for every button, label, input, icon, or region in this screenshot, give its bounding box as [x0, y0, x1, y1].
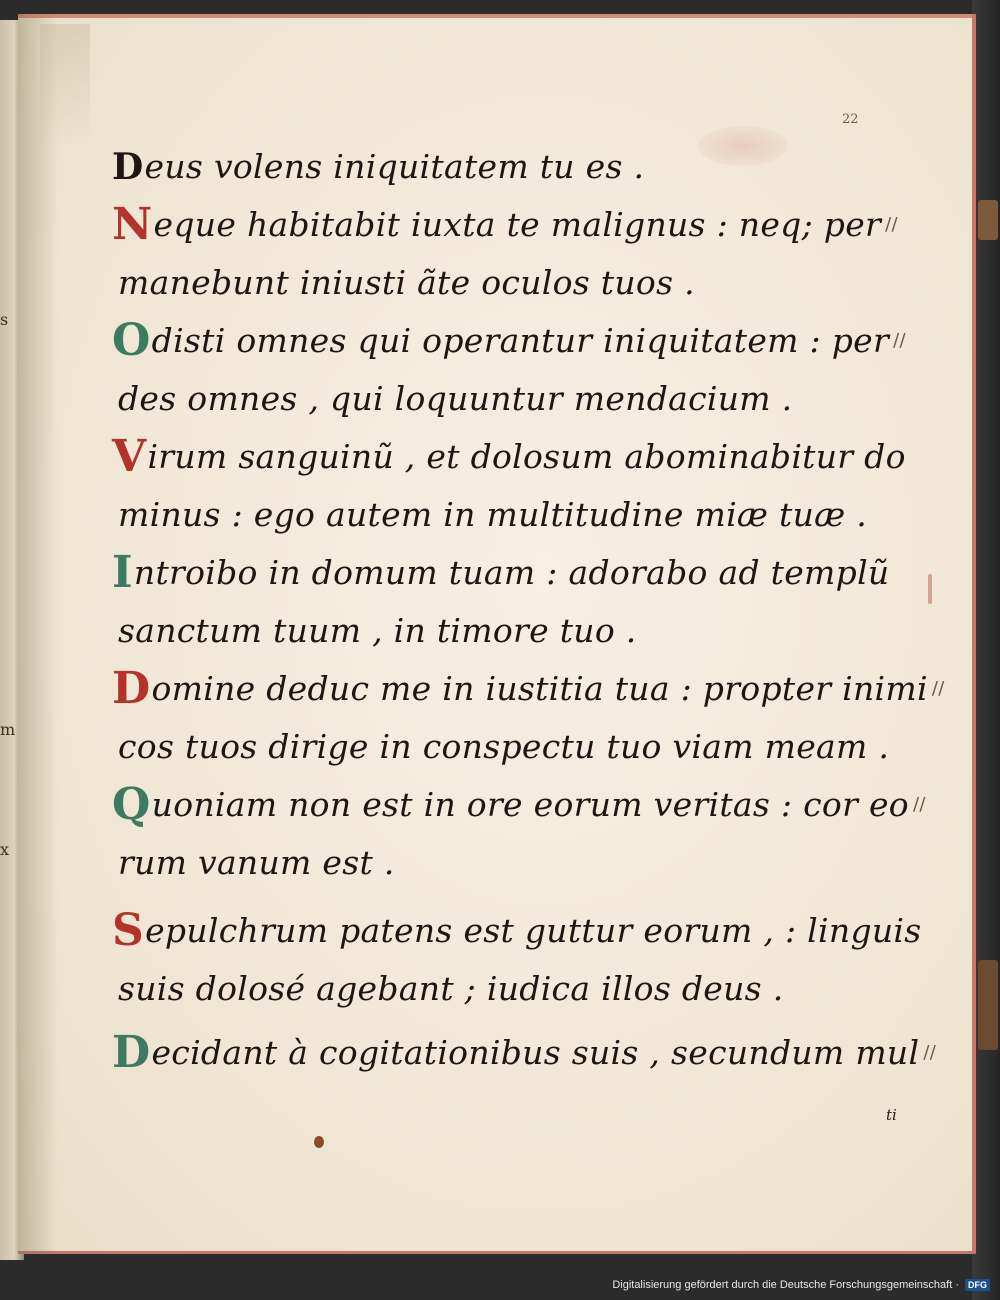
- hyphen-mark: //: [923, 1042, 937, 1063]
- hyphen-mark: //: [893, 330, 906, 351]
- line-text: ecidant à cogitationibus suis , secundum mul: [151, 1033, 920, 1072]
- initial-letter: S: [112, 905, 145, 956]
- page-leaf-edge: [978, 200, 998, 240]
- line-text: ntroibo in domum tuam : adorabo ad templũ: [133, 553, 890, 592]
- initial-letter: O: [112, 315, 151, 366]
- line-text: rum vanum est .: [118, 843, 395, 882]
- text-line: [116, 834, 926, 892]
- line-text: des omnes , qui loquuntur mendacium .: [118, 379, 793, 418]
- ink-spot: [314, 1136, 324, 1148]
- line-text: omine deduc me in iustitia tua : propter inimi: [151, 669, 928, 708]
- manuscript-page: [18, 14, 976, 1254]
- hyphen-mark: //: [912, 794, 926, 815]
- folio-number: 22: [842, 112, 859, 127]
- manuscript-text: [112, 138, 945, 1082]
- initial-letter: D: [112, 146, 144, 188]
- previous-page-fragment: x: [0, 840, 10, 859]
- line-text: manebunt iniusti ãte oculos tuos .: [118, 263, 695, 302]
- corner-fold: [40, 24, 90, 144]
- previous-page-fragment: s: [0, 310, 9, 329]
- line-text: eque habitabit iuxta te malignus : neq; per: [153, 205, 882, 244]
- next-page-edge: [972, 0, 1000, 1300]
- text-line: [116, 486, 926, 544]
- text-line: [112, 902, 926, 960]
- text-line: [116, 254, 926, 312]
- text-line: [112, 1024, 937, 1082]
- text-line: [112, 138, 926, 196]
- text-line: [116, 718, 926, 776]
- text-line: [116, 602, 926, 660]
- initial-letter: Q: [112, 779, 151, 830]
- text-line: [116, 370, 926, 428]
- credit-text: Digitalisierung gefördert durch die Deutsche Forschungsgemeinschaft ·: [612, 1279, 959, 1291]
- line-text: sanctum tuum , in timore tuo .: [118, 611, 637, 650]
- line-text: uoniam non est in ore eorum veritas : cor eo: [151, 785, 909, 824]
- hyphen-mark: //: [885, 214, 898, 235]
- margin-mark: [928, 574, 932, 604]
- text-line: [112, 544, 926, 602]
- text-line: [112, 428, 926, 486]
- text-line: [112, 196, 926, 254]
- hyphen-mark: //: [931, 678, 945, 699]
- text-line: [112, 312, 926, 370]
- text-line: [112, 776, 926, 834]
- previous-page-fragment: m: [0, 720, 16, 739]
- line-text: irum sanguinũ , et dolosum abominabitur do: [147, 437, 906, 476]
- catchword: ti: [886, 1106, 897, 1124]
- line-text: disti omnes qui operantur iniquitatem : per: [151, 321, 890, 360]
- text-line: [116, 960, 926, 1018]
- initial-letter: D: [112, 1027, 151, 1078]
- initial-letter: D: [112, 663, 151, 714]
- line-text: minus : ego autem in multitudine miæ tuæ .: [118, 495, 868, 534]
- initial-letter: V: [112, 431, 147, 482]
- gutter-shadow: [18, 14, 58, 1254]
- text-line: [112, 660, 945, 718]
- line-text: suis dolosé agebant ; iudica illos deus .: [118, 969, 784, 1008]
- line-text: epulchrum patens est guttur eorum , : linguis: [145, 911, 922, 950]
- digitization-credit: [560, 1279, 990, 1291]
- line-text: cos tuos dirige in conspectu tuo viam meam .: [118, 727, 890, 766]
- initial-letter: N: [112, 199, 153, 250]
- page-leaf-edge: [978, 960, 998, 1050]
- line-text: eus volens iniquitatem tu es .: [144, 147, 645, 186]
- dfg-logo: DFG: [965, 1279, 990, 1291]
- initial-letter: I: [112, 547, 133, 598]
